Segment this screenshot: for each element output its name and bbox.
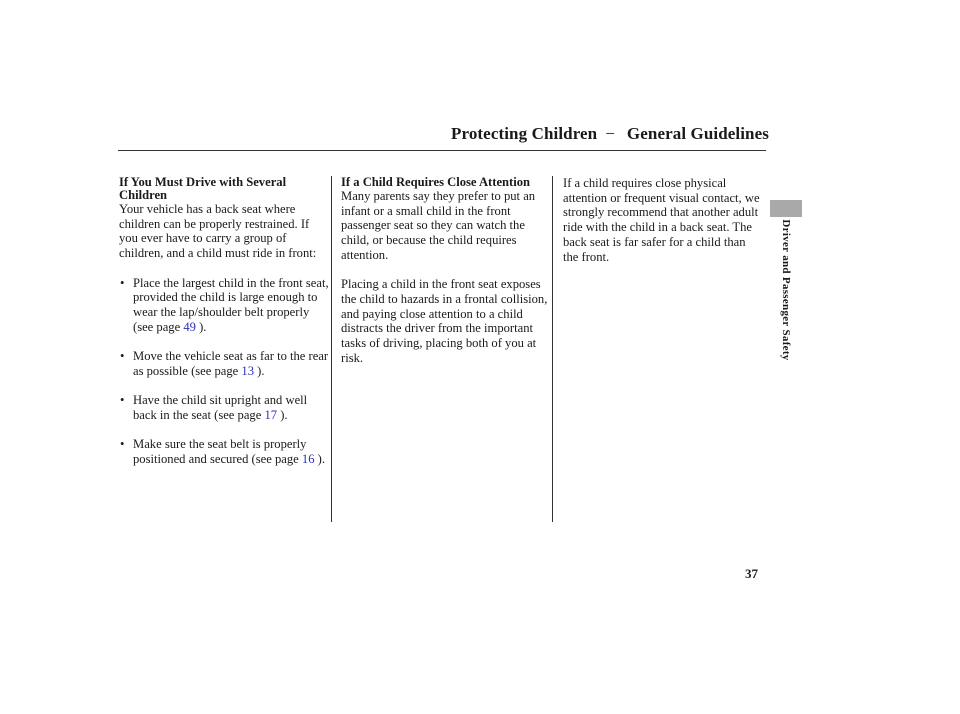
title-separator: −	[605, 124, 615, 143]
heading-close-attention: If a Child Requires Close Attention	[341, 175, 531, 189]
bullet-icon: •	[120, 275, 125, 290]
bullet-item: • Place the largest child in the front seat, provided the child is large enough to wear the lap/shoulder belt properly (see page 49 ).	[120, 275, 329, 334]
column-recommendation	[563, 176, 763, 264]
subsection-title: General Guidelines	[626, 124, 769, 143]
section-title: Protecting Children	[451, 124, 598, 143]
column-close-attention	[341, 176, 549, 365]
side-section-label: Driver and Passenger Safety	[780, 219, 792, 361]
page-link[interactable]: 49	[183, 319, 196, 334]
page-link[interactable]: 13	[241, 363, 255, 378]
page-header	[451, 124, 771, 144]
bullet-item: • Make sure the seat belt is properly positioned and secured (see page 16 ).	[120, 437, 325, 466]
heading-several-children: If You Must Drive with Several Children	[119, 175, 287, 202]
paragraph: If a child requires close physical attention or frequent visual contact, we strongly recommend that another adult ride with the child in a back seat. The back seat is far safer for a child than the front.	[563, 176, 760, 264]
intro-paragraph: Your vehicle has a back seat where children can be properly restrained. If you ever have to carry a group of children, and a child must ride in front:	[119, 202, 317, 261]
paragraph: Placing a child in the front seat exposes the child to hazards in a frontal collision, and paying close attention to a child distracts the driver from the important tasks of driving, placing both of you at risk.	[341, 277, 548, 365]
column-divider	[331, 176, 332, 522]
header-rule	[118, 150, 766, 151]
paragraph: Many parents say they prefer to put an infant or a small child in the front passenger seat so they can watch the child, or because the child requires attention.	[341, 189, 536, 262]
bullet-icon: •	[120, 393, 125, 408]
bullet-icon: •	[120, 437, 125, 452]
column-several-children	[119, 176, 329, 467]
column-divider	[552, 176, 553, 522]
bullet-item: • Move the vehicle seat as far to the rear as possible (see page 13 ).	[120, 349, 329, 378]
page-link[interactable]: 16	[301, 451, 315, 466]
page-number: 37	[745, 566, 758, 581]
section-tab	[770, 200, 802, 217]
bullet-item: • Have the child sit upright and well back in the seat (see page 17 ).	[120, 393, 308, 422]
page-link[interactable]: 17	[264, 407, 278, 422]
bullet-icon: •	[120, 349, 125, 363]
